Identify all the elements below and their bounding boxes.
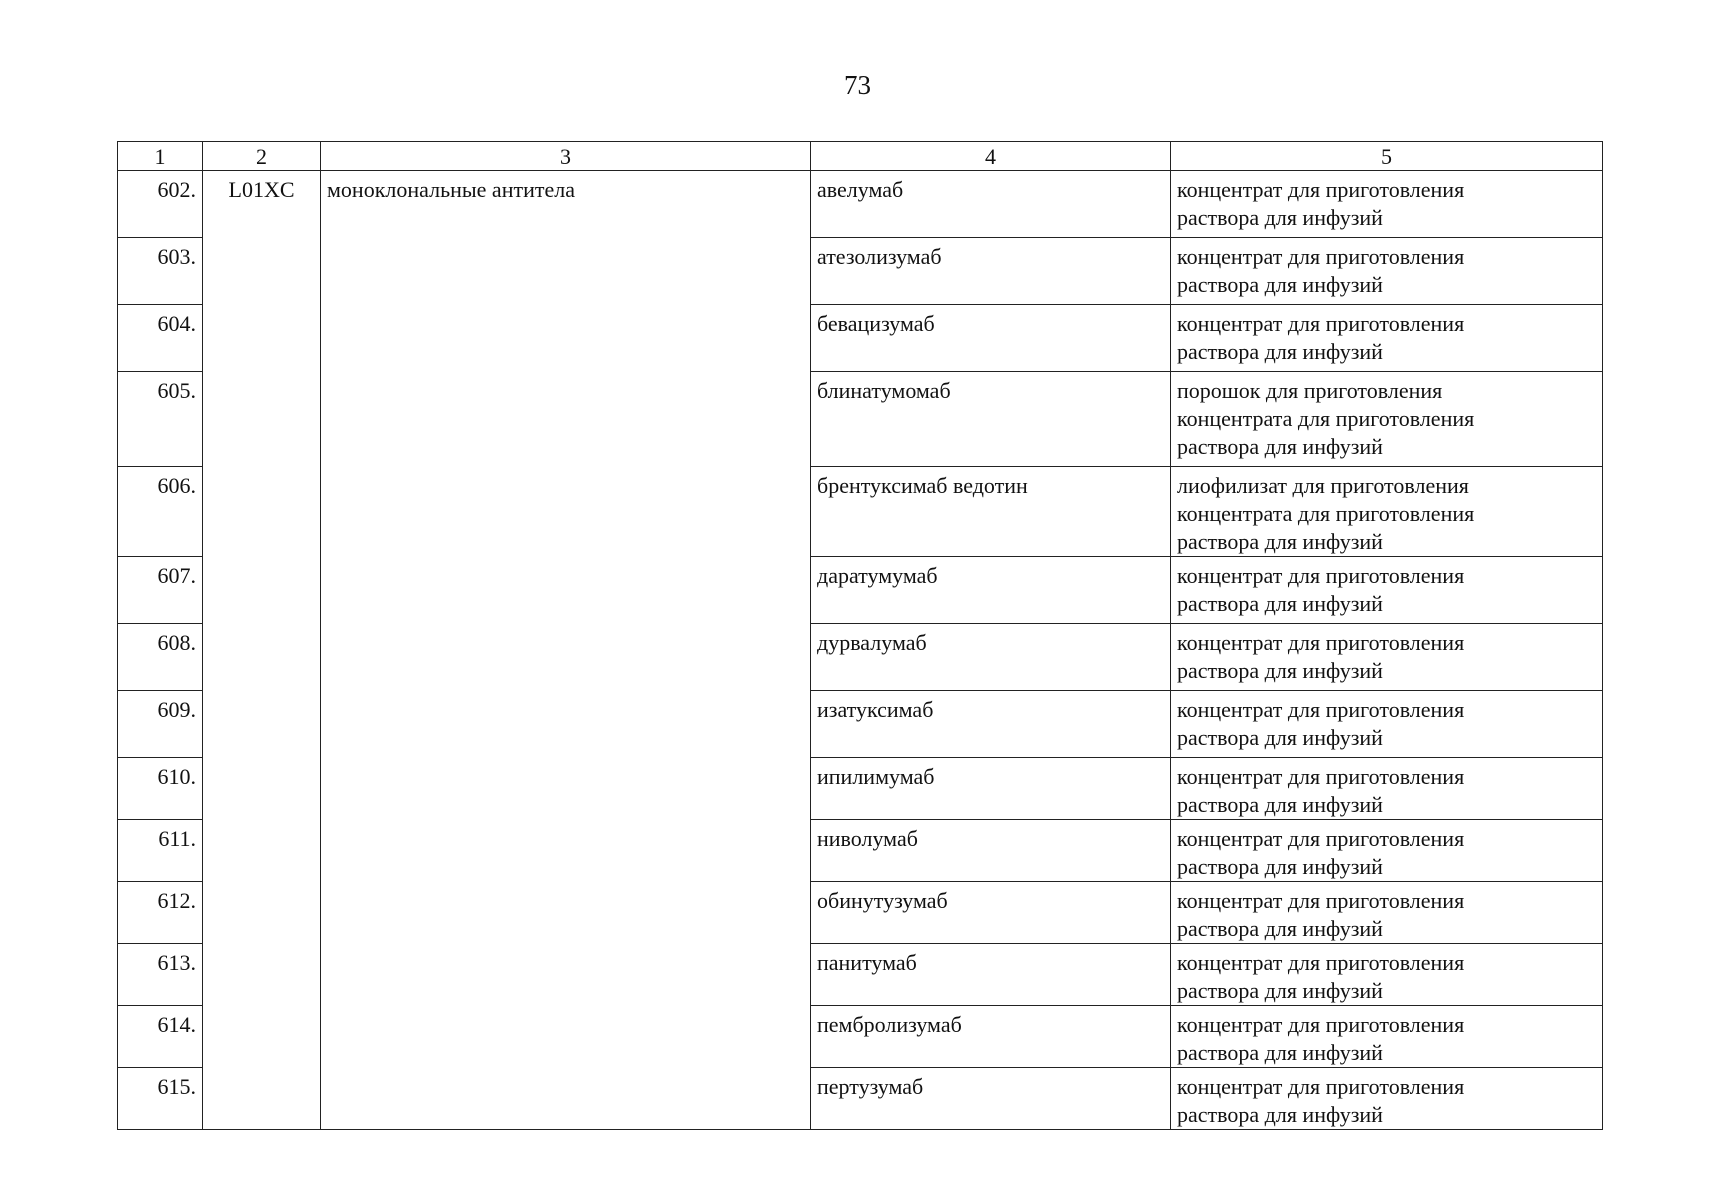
drug-name: атезолизумаб	[811, 238, 1171, 305]
dosage-form-line: раствора для инфузий	[1177, 792, 1383, 817]
dosage-form	[1171, 1068, 1603, 1130]
drug-name: блинатумомаб	[811, 372, 1171, 467]
row-number: 612.	[118, 882, 203, 944]
dosage-form-line: раствора для инфузий	[1177, 205, 1383, 230]
drug-name: панитумаб	[811, 944, 1171, 1006]
dosage-form	[1171, 1006, 1603, 1068]
dosage-form-line: концентрат для приготовления	[1177, 311, 1465, 336]
dosage-form-line: концентрат для приготовления	[1177, 764, 1465, 789]
dosage-form-line: порошок для приготовления	[1177, 378, 1443, 403]
dosage-form-line: концентрат для приготовления	[1177, 630, 1465, 655]
row-number: 614.	[118, 1006, 203, 1068]
dosage-form-line: раствора для инфузий	[1177, 591, 1383, 616]
dosage-form	[1171, 171, 1603, 238]
row-number: 602.	[118, 171, 203, 238]
dosage-form-line: концентрат для приготовления	[1177, 563, 1465, 588]
dosage-form-line: концентрат для приготовления	[1177, 888, 1465, 913]
drug-name: обинутузумаб	[811, 882, 1171, 944]
row-number: 606.	[118, 467, 203, 557]
atc-code: L01XC	[203, 171, 321, 1130]
row-number: 613.	[118, 944, 203, 1006]
dosage-form-line: раствора для инфузий	[1177, 658, 1383, 683]
drug-name: брентуксимаб ведотин	[811, 467, 1171, 557]
table-body	[118, 171, 1603, 1130]
dosage-form-line: раствора для инфузий	[1177, 434, 1383, 459]
dosage-form-line: раствора для инфузий	[1177, 1040, 1383, 1065]
row-number: 604.	[118, 305, 203, 372]
dosage-form-line: раствора для инфузий	[1177, 854, 1383, 879]
dosage-form-line: концентрат для приготовления	[1177, 950, 1465, 975]
drug-table	[117, 141, 1603, 1130]
row-number: 610.	[118, 758, 203, 820]
row-number: 608.	[118, 624, 203, 691]
drug-name: пертузумаб	[811, 1068, 1171, 1130]
dosage-form	[1171, 624, 1603, 691]
dosage-form-line: концентрат для приготовления	[1177, 244, 1465, 269]
row-number: 605.	[118, 372, 203, 467]
header-row	[118, 142, 1603, 171]
column-header-1: 1	[118, 142, 203, 171]
drug-name: ниволумаб	[811, 820, 1171, 882]
dosage-form-line: концентрат для приготовления	[1177, 1012, 1465, 1037]
dosage-form-line: раствора для инфузий	[1177, 916, 1383, 941]
dosage-form-line: раствора для инфузий	[1177, 339, 1383, 364]
dosage-form	[1171, 305, 1603, 372]
row-number: 607.	[118, 557, 203, 624]
column-header-4: 4	[811, 142, 1171, 171]
column-header-2: 2	[203, 142, 321, 171]
dosage-form	[1171, 758, 1603, 820]
dosage-form	[1171, 557, 1603, 624]
dosage-form-line: концентрат для приготовления	[1177, 1074, 1465, 1099]
dosage-form	[1171, 944, 1603, 1006]
row-number: 609.	[118, 691, 203, 758]
dosage-form-line: раствора для инфузий	[1177, 978, 1383, 1003]
dosage-form-line: концентрат для приготовления	[1177, 697, 1465, 722]
dosage-form	[1171, 372, 1603, 467]
drug-name: авелумаб	[811, 171, 1171, 238]
dosage-form-line: концентрата для приготовления	[1177, 406, 1475, 431]
dosage-form-line: раствора для инфузий	[1177, 725, 1383, 750]
dosage-form-line: концентрат для приготовления	[1177, 177, 1465, 202]
row-number: 611.	[118, 820, 203, 882]
dosage-form	[1171, 882, 1603, 944]
table-row	[118, 171, 1603, 238]
dosage-form-line: раствора для инфузий	[1177, 272, 1383, 297]
dosage-form	[1171, 820, 1603, 882]
dosage-form	[1171, 691, 1603, 758]
drug-name: бевацизумаб	[811, 305, 1171, 372]
page-number: 73	[844, 70, 871, 100]
dosage-form-line: лиофилизат для приготовления	[1177, 473, 1469, 498]
column-header-3: 3	[321, 142, 811, 171]
dosage-form-line: концентрата для приготовления	[1177, 501, 1475, 526]
dosage-form-line: раствора для инфузий	[1177, 1102, 1383, 1127]
drug-name: изатуксимаб	[811, 691, 1171, 758]
row-number: 603.	[118, 238, 203, 305]
row-number: 615.	[118, 1068, 203, 1130]
dosage-form-line: концентрат для приготовления	[1177, 826, 1465, 851]
drug-name: пембролизумаб	[811, 1006, 1171, 1068]
dosage-form-line: раствора для инфузий	[1177, 529, 1383, 554]
drug-name: даратумумаб	[811, 557, 1171, 624]
drug-name: ипилимумаб	[811, 758, 1171, 820]
drug-name: дурвалумаб	[811, 624, 1171, 691]
group-name: моноклональные антитела	[321, 171, 811, 1130]
column-header-5: 5	[1171, 142, 1603, 171]
dosage-form	[1171, 467, 1603, 557]
dosage-form	[1171, 238, 1603, 305]
